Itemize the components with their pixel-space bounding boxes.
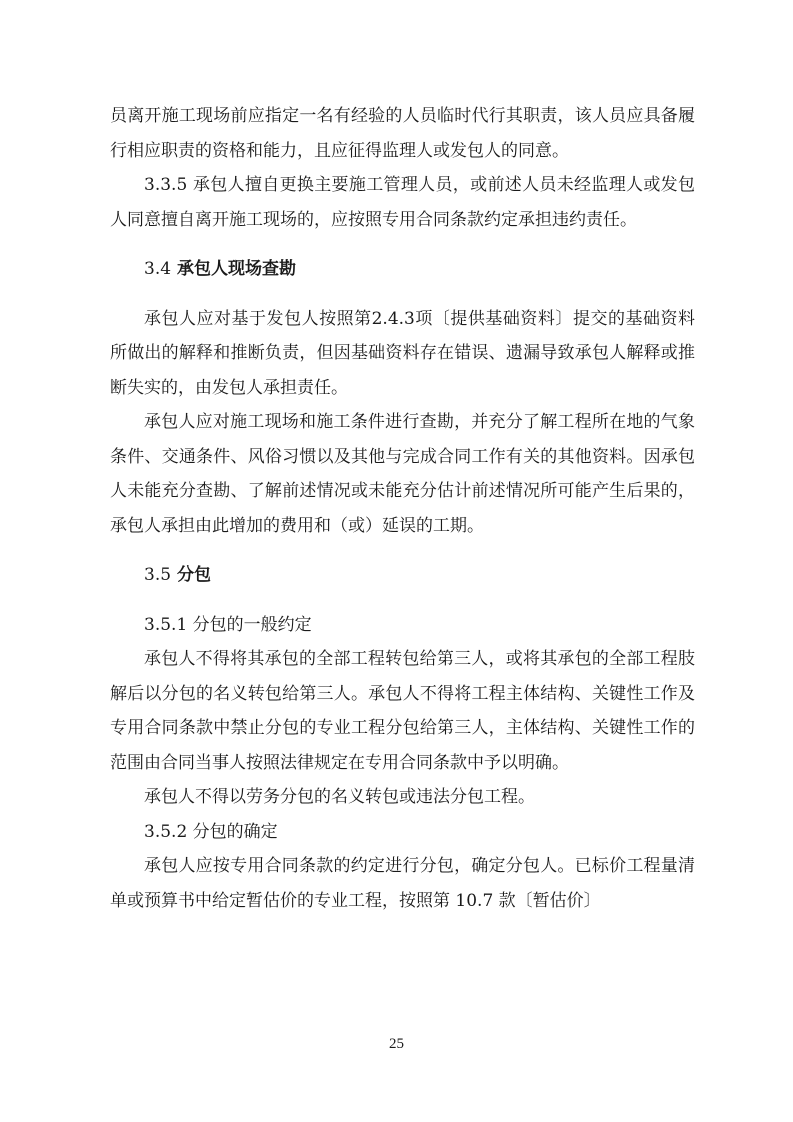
- paragraph-3-3-5: 3.3.5 承包人擅自更换主要施工管理人员，或前述人员未经监理人或发包人同意擅自离开施工现场的，应按照专用合同条款约定承担违约责任。: [110, 175, 695, 230]
- page-number: 25: [389, 1036, 404, 1052]
- paragraph-3-4-b: 承包人应对施工现场和施工条件进行查勘，并充分了解工程所在地的气象条件、交通条件、风俗习惯以及其他与完成合同工作有关的其他资料。因承包人未能充分查勘、了解前述情况或未能充分估计前述情况所可能产生后果的，承包人承担由此增加的费用和（或）延误的工期。: [110, 412, 695, 536]
- section-heading-3-5: [110, 558, 695, 593]
- section-number: 3.5: [144, 565, 172, 585]
- section-title: 承包人现场查勘: [176, 259, 296, 279]
- paragraph-3-5-2-a: 承包人应按专用合同条款的约定进行分包，确定分包人。已标价工程量清单或预算书中给定暂估价的专业工程，按照第 10.7 款〔暂估价〕: [110, 856, 695, 911]
- subsection-heading-3-5-1: 3.5.1 分包的一般约定: [144, 614, 312, 635]
- section-heading-3-4: [110, 252, 695, 287]
- section-title: 分包: [176, 565, 211, 585]
- paragraph-continuation: 员离开施工现场前应指定一名有经验的人员临时代行其职责，该人员应具备履行相应职责的资格和能力，且应征得监理人或发包人的同意。: [110, 106, 695, 161]
- section-number: 3.4: [144, 259, 172, 279]
- subsection-heading-3-5-2: 3.5.2 分包的确定: [144, 821, 278, 842]
- document-body: [110, 99, 695, 918]
- paragraph-3-5-1-b: 承包人不得以劳务分包的名义转包或违法分包工程。: [144, 787, 535, 807]
- paragraph-3-4-a: 承包人应对基于发包人按照第2.4.3项〔提供基础资料〕提交的基础资料所做出的解释和推断负责，但因基础资料存在错误、遗漏导致承包人解释或推断失实的，由发包人承担责任。: [110, 308, 695, 398]
- paragraph-3-5-1-a: 承包人不得将其承包的全部工程转包给第三人，或将其承包的全部工程肢解后以分包的名义转包给第三人。承包人不得将工程主体结构、关键性工作及专用合同条款中禁止分包的专业工程分包给第三人，主体结构、关键性工作的范围由合同当事人按照法律规定在专用合同条款中予以明确。: [110, 649, 695, 773]
